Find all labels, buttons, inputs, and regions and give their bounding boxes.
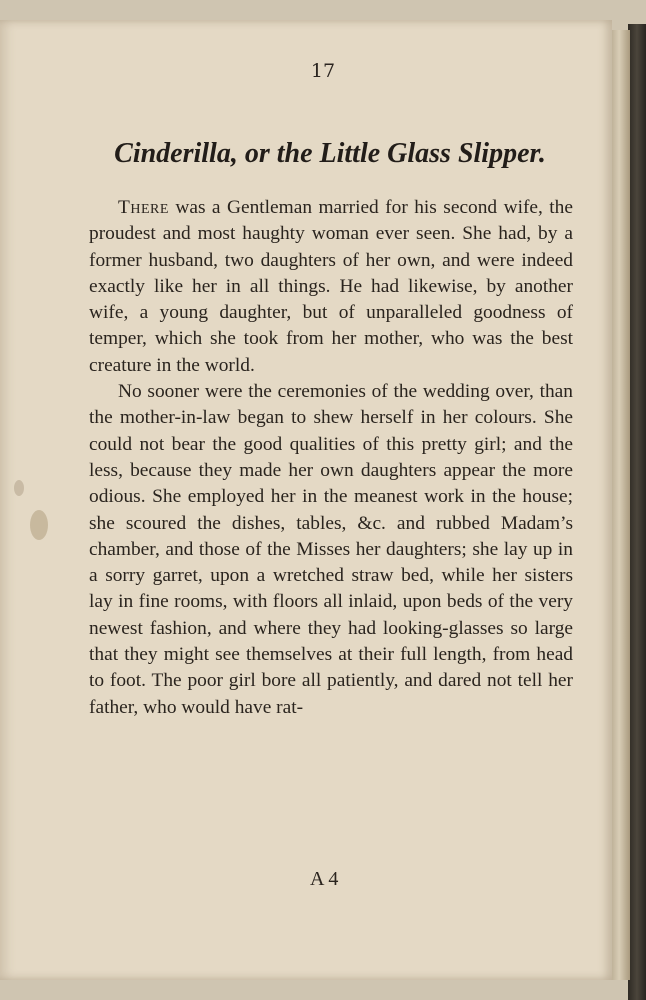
paragraph-text: was a Gentleman married for his second wife, the proudest and most haughty woman ever seen. She had, by a former husband, two daughters of her own, and were indeed exactly like her in all things. He had likewise, by another wife, a young daughter, but of unparalleled goodness of temper, which she took from her mother, who was the best creature in the world. [89,197,573,376]
paper-stain [30,510,48,540]
paragraph-1 [89,195,573,379]
body-text [89,195,573,721]
signature-mark: A 4 [310,868,339,890]
chapter-title: Cinderilla, or the Little Glass Slipper. [114,138,546,169]
paragraph-2 [89,379,573,721]
page-number: 17 [310,60,336,82]
page-stack-edge [612,30,630,980]
book-cover-edge [628,24,646,1000]
paragraph-lead-word: There [118,197,169,218]
paragraph-text: No sooner were the ceremonies of the wedding over, than the mother-in-law began to shew herself in her colours. She could not bear the good qualities of this pretty girl; and the less, because they made her own daughters appear the more odious. She employed her in the meanest work in the house; she scoured the dishes, tables, &c. and rubbed Madam’s chamber, and those of the Misses her daughters; she lay up in a sorry garret, upon a wretched straw bed, while her sisters lay in fine rooms, with floors all inlaid, upon beds of the very newest fashion, and where they had looking-glasses so large that they might see themselves at their full length, from head to foot. The poor girl bore all patiently, and dared not tell her father, who would have rat- [89,381,573,718]
paper-stain [14,480,24,496]
